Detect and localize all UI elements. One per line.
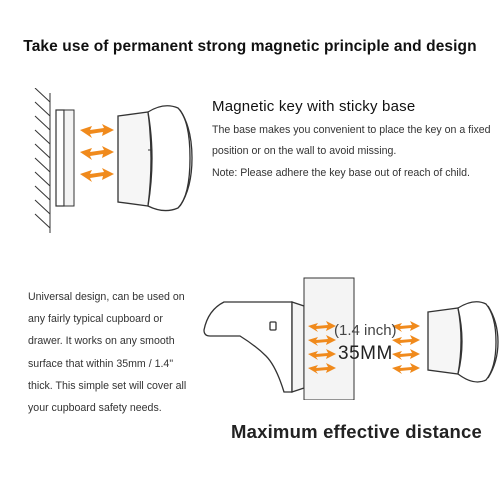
magnetic-key-title: Magnetic key with sticky base: [212, 98, 416, 115]
headline: Take use of permanent strong magnetic principle and design: [23, 38, 477, 55]
magnet-key-icon: [428, 302, 498, 382]
inch-label: (1.4 inch): [334, 322, 397, 339]
lightning-arrow-icon: [80, 124, 114, 182]
wall-hatch-icon: [35, 88, 50, 233]
universal-design-description: Universal design, can be used on any fairly typical cupboard or drawer. It works on any smooth surface that within 35mm / 1.4" thick. This simple set will cover all your cupboard safety needs.: [28, 291, 187, 415]
magnetic-key-wall-illustration: [30, 88, 220, 238]
cabinet-latch-icon: [204, 302, 304, 392]
mm-label: 35MM: [338, 343, 393, 364]
base-description: The base makes you convenient to place the key on a fixed position or on the wall to avoid missing.: [212, 124, 491, 157]
safety-note: Note: Please adhere the key base out of reach of child.: [212, 167, 470, 179]
max-distance-caption: Maximum effective distance: [231, 421, 482, 442]
sticky-base: [56, 110, 64, 206]
magnet-key-icon: [118, 106, 192, 211]
